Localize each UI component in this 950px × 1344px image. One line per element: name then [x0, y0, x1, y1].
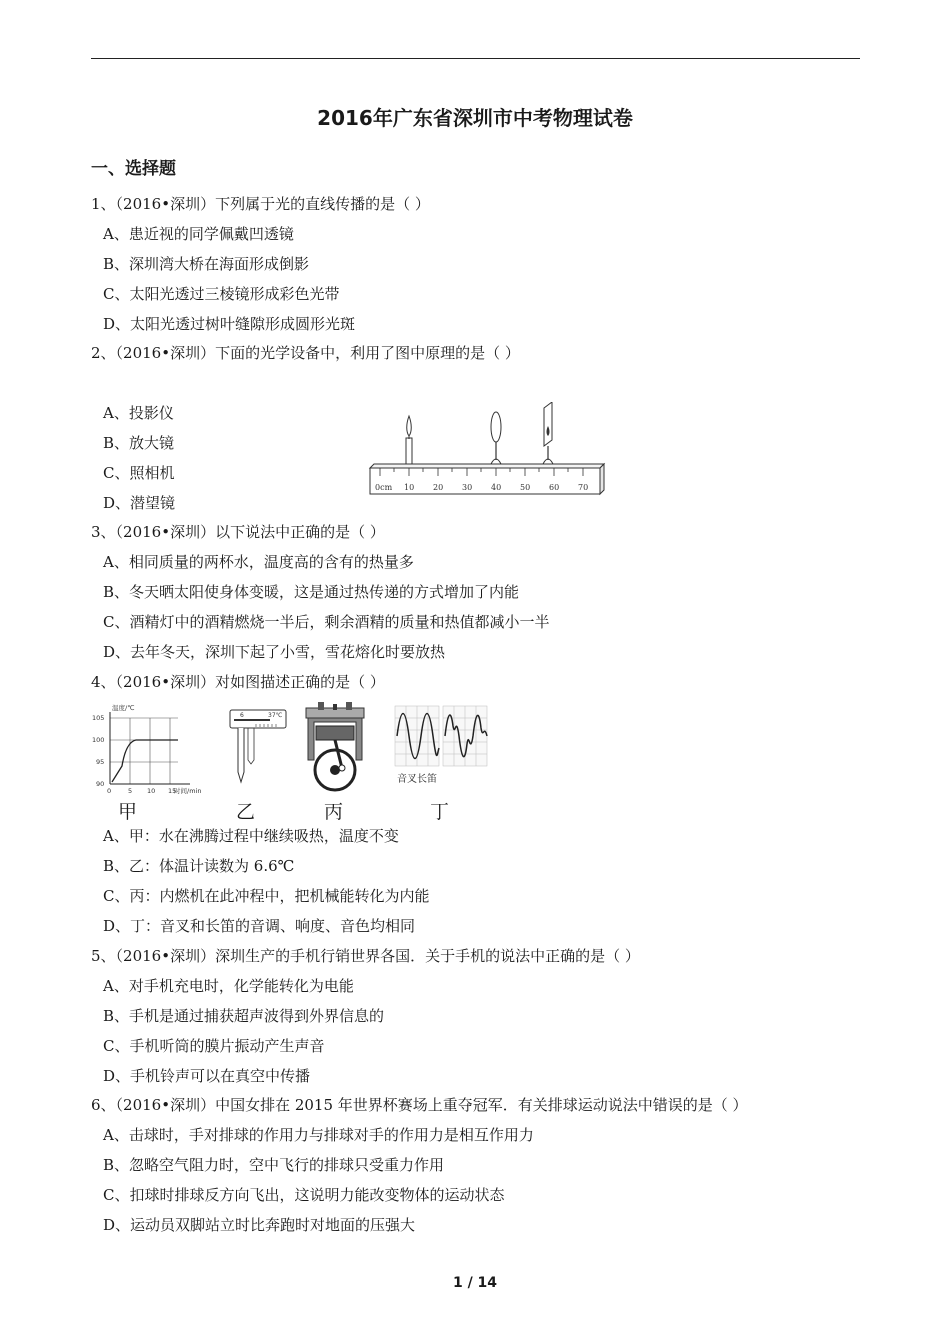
- graph-grid: [110, 718, 178, 784]
- candle-icon: [406, 416, 412, 464]
- engine-cylinder-figure: [300, 702, 370, 794]
- question-1-option-d: D、太阳光透过树叶缝隙形成圆形光斑: [103, 315, 356, 333]
- waveform-figure: [393, 704, 491, 788]
- ruler-label-30: 30: [462, 483, 473, 492]
- question-4-option-d: D、丁：音叉和长笛的音调、响度、音色均相同: [103, 917, 416, 935]
- graph-x-tick-10: 10: [147, 787, 156, 795]
- graph-x-label: 时间/min: [174, 787, 202, 795]
- ruler-label-50: 50: [520, 483, 531, 492]
- question-3-option-b: B、冬天晒太阳使身体变暖，这是通过热传递的方式增加了内能: [103, 583, 520, 601]
- question-5-option-c: C、手机听筒的膜片振动产生声音: [103, 1037, 325, 1055]
- question-4-option-c: C、丙：内燃机在此冲程中，把机械能转化为内能: [103, 887, 430, 905]
- caption-yi: 乙: [236, 801, 256, 823]
- question-5-option-d: D、手机铃声可以在真空中传播: [103, 1067, 311, 1085]
- graph-y-tick-90: 90: [96, 780, 105, 788]
- light-screen-icon: [543, 402, 553, 464]
- thermometer-mark-37: 37℃: [268, 712, 283, 719]
- temperature-curve: [112, 740, 178, 782]
- caption-jia: 甲: [118, 801, 138, 823]
- page-number: 1 / 14: [452, 1275, 498, 1291]
- optical-bench-figure: [366, 402, 606, 498]
- graph-y-tick-105: 105: [92, 714, 105, 722]
- ruler-side-face: [600, 464, 604, 494]
- question-1-option-c: C、太阳光透过三棱镜形成彩色光带: [103, 285, 340, 303]
- question-3-option-a: A、相同质量的两杯水，温度高的含有的热量多: [103, 553, 414, 571]
- question-5-option-b: B、手机是通过捕获超声波得到外界信息的: [103, 1007, 385, 1025]
- question-3-stem: 3、（2016•深圳）以下说法中正确的是（ ）: [91, 523, 385, 541]
- section-heading: 一、选择题: [91, 159, 176, 179]
- graph-y-label: 温度/℃: [112, 704, 135, 712]
- question-3-option-c: C、酒精灯中的酒精燃烧一半后，剩余酒精的质量和热值都减小一半: [103, 613, 550, 631]
- wave-label: 音叉长笛: [397, 774, 437, 785]
- question-4-option-a: A、甲：水在沸腾过程中继续吸热，温度不变: [103, 827, 399, 845]
- question-5-stem: 5、（2016•深圳）深圳生产的手机行销世界各国．关于手机的说法中正确的是（ ）: [91, 947, 640, 965]
- question-2-option-a: A、投影仪: [103, 404, 174, 422]
- question-6-option-c: C、扣球时排球反方向飞出，这说明力能改变物体的运动状态: [103, 1186, 505, 1204]
- question-1-option-b: B、深圳湾大桥在海面形成倒影: [103, 255, 310, 273]
- thermometer-figure: [226, 702, 291, 792]
- question-6-option-a: A、击球时，手对排球的作用力与排球对手的作用力是相互作用力: [103, 1126, 534, 1144]
- ruler-label-60: 60: [549, 483, 560, 492]
- thermometer-mark-6: 6: [240, 712, 244, 719]
- question-6-option-b: B、忽略空气阻力时，空中飞行的排球只受重力作用: [103, 1156, 445, 1174]
- question-6-stem: 6、（2016•深圳）中国女排在 2015 年世界杯赛场上重夺冠军．有关排球运动说法中错误的是（ ）: [91, 1096, 748, 1114]
- question-2-option-b: B、放大镜: [103, 434, 175, 452]
- question-3-option-d: D、去年冬天，深圳下起了小雪，雪花熔化时要放热: [103, 643, 446, 661]
- caption-bing: 丙: [324, 801, 344, 823]
- graph-x-tick-5: 5: [128, 787, 133, 795]
- question-5-option-a: A、对手机充电时，化学能转化为电能: [103, 977, 354, 995]
- ruler-label-70: 70: [578, 483, 589, 492]
- question-1-option-a: A、患近视的同学佩戴凹透镜: [103, 225, 294, 243]
- ruler-label-20: 20: [433, 483, 444, 492]
- ruler-label-10: 10: [404, 483, 415, 492]
- question-4-stem: 4、（2016•深圳）对如图描述正确的是（ ）: [91, 673, 385, 691]
- header-rule: [91, 58, 860, 59]
- question-2-option-c: C、照相机: [103, 464, 175, 482]
- ruler-label-40: 40: [491, 483, 502, 492]
- ruler-top-face: [370, 464, 604, 468]
- graph-y-tick-100: 100: [92, 736, 105, 744]
- ruler-label-0: 0cm: [375, 483, 393, 492]
- graph-x-tick-15: 15: [168, 787, 177, 795]
- convex-lens-icon: [491, 412, 501, 464]
- page-title: 2016年广东省深圳市中考物理试卷: [317, 106, 633, 130]
- question-4-option-b: B、乙：体温计读数为 6.6℃: [103, 857, 295, 875]
- question-2-option-d: D、潜望镜: [103, 494, 176, 512]
- question-2-stem: 2、（2016•深圳）下面的光学设备中，利用了图中原理的是（ ）: [91, 344, 520, 362]
- graph-x-tick-0: 0: [107, 787, 112, 795]
- caption-ding: 丁: [430, 801, 450, 823]
- boiling-graph-figure: [90, 700, 215, 795]
- question-6-option-d: D、运动员双脚站立时比奔跑时对地面的压强大: [103, 1216, 416, 1234]
- graph-y-tick-95: 95: [96, 758, 105, 766]
- question-1-stem: 1、（2016•深圳）下列属于光的直线传播的是（ ）: [91, 195, 430, 213]
